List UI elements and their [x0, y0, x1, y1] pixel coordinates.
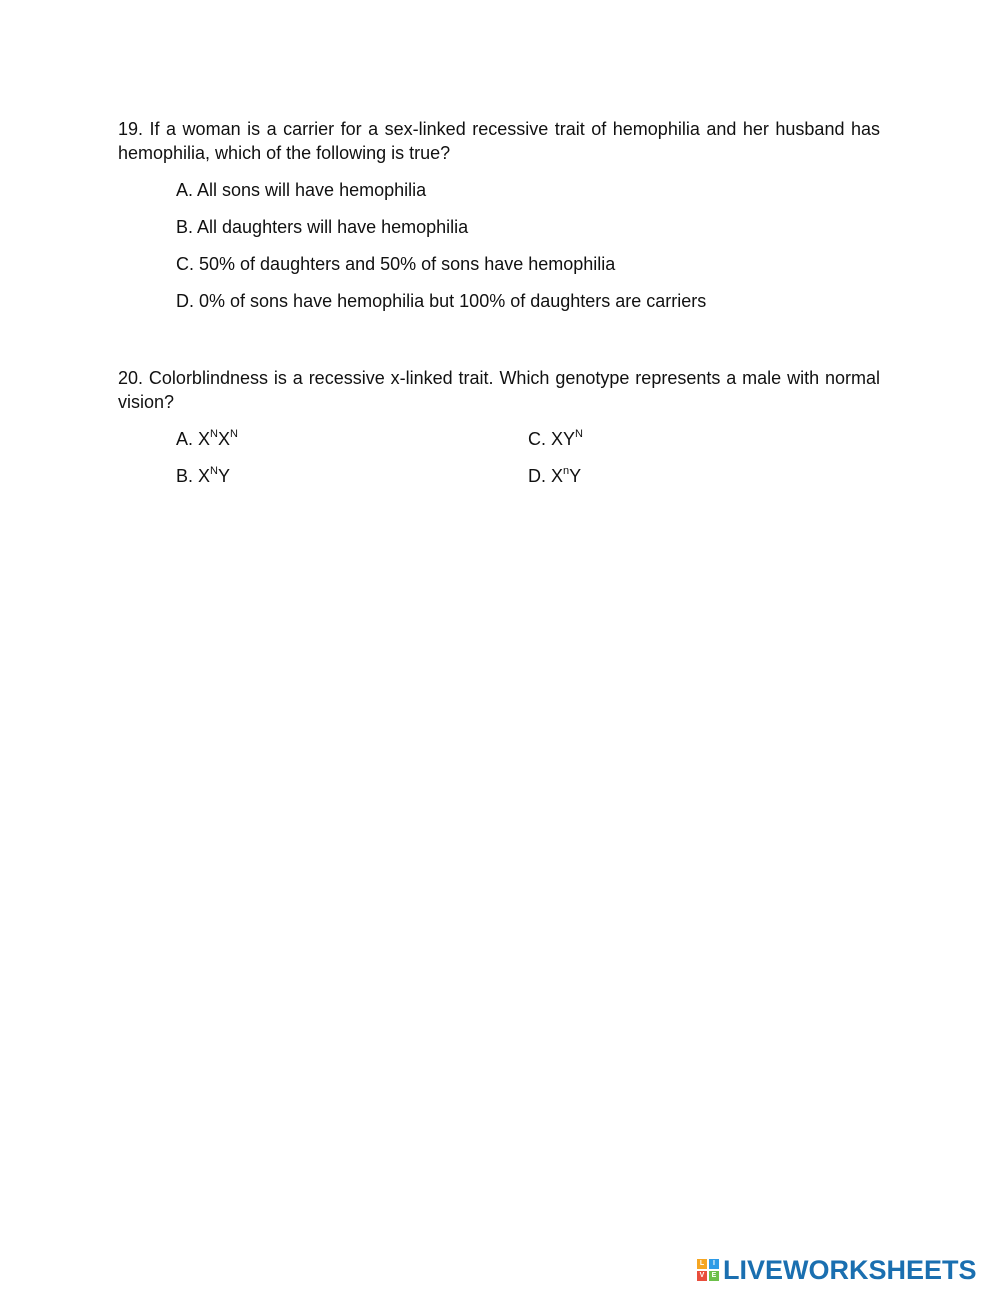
q20-a-sup1: N — [210, 428, 218, 440]
q20-a-sup2: N — [229, 428, 238, 440]
q20-choice-b — [176, 464, 230, 488]
question-19-stem: 19. If a woman is a carrier for a sex-linked recessive trait of hemophilia and her husband has hemophilia, which of the following is true? — [118, 119, 880, 163]
q19-choice-d: D. 0% of sons have hemophilia but 100% of daughters are carriers — [176, 291, 707, 311]
liveworksheets-logo — [697, 1254, 977, 1286]
q20-b-sup1: N — [210, 465, 218, 477]
logo-block-v: V — [697, 1271, 707, 1281]
q19-choice-a: A. All sons will have hemophilia — [176, 180, 427, 200]
q20-c-prefix: C. XY — [528, 429, 576, 449]
q20-choice-c — [528, 427, 583, 451]
logo-text: LIVEWORKSHEETS — [723, 1255, 977, 1285]
q20-d-sup1: n — [563, 465, 570, 477]
q20-d-prefix: D. X — [528, 466, 564, 486]
q20-b-prefix: B. X — [176, 466, 211, 486]
q19-choice-c: C. 50% of daughters and 50% of sons have hemophilia — [176, 254, 616, 274]
q20-b-suffix: Y — [217, 466, 230, 486]
logo-block-i: I — [709, 1259, 719, 1269]
q20-a-mid: X — [217, 429, 230, 449]
question-20-stem: 20. Colorblindness is a recessive x-linked trait. Which genotype represents a male with normal vision? — [118, 368, 880, 412]
q20-choice-a — [176, 427, 238, 451]
logo-block-l: L — [697, 1259, 707, 1269]
q20-choice-d — [528, 464, 581, 488]
logo-blocks-icon — [697, 1259, 719, 1281]
logo-block-e: E — [709, 1271, 719, 1281]
q20-c-sup1: N — [575, 428, 583, 440]
q20-d-suffix: Y — [569, 466, 582, 486]
q20-a-prefix: A. X — [176, 429, 211, 449]
q19-choice-b: B. All daughters will have hemophilia — [176, 217, 469, 237]
